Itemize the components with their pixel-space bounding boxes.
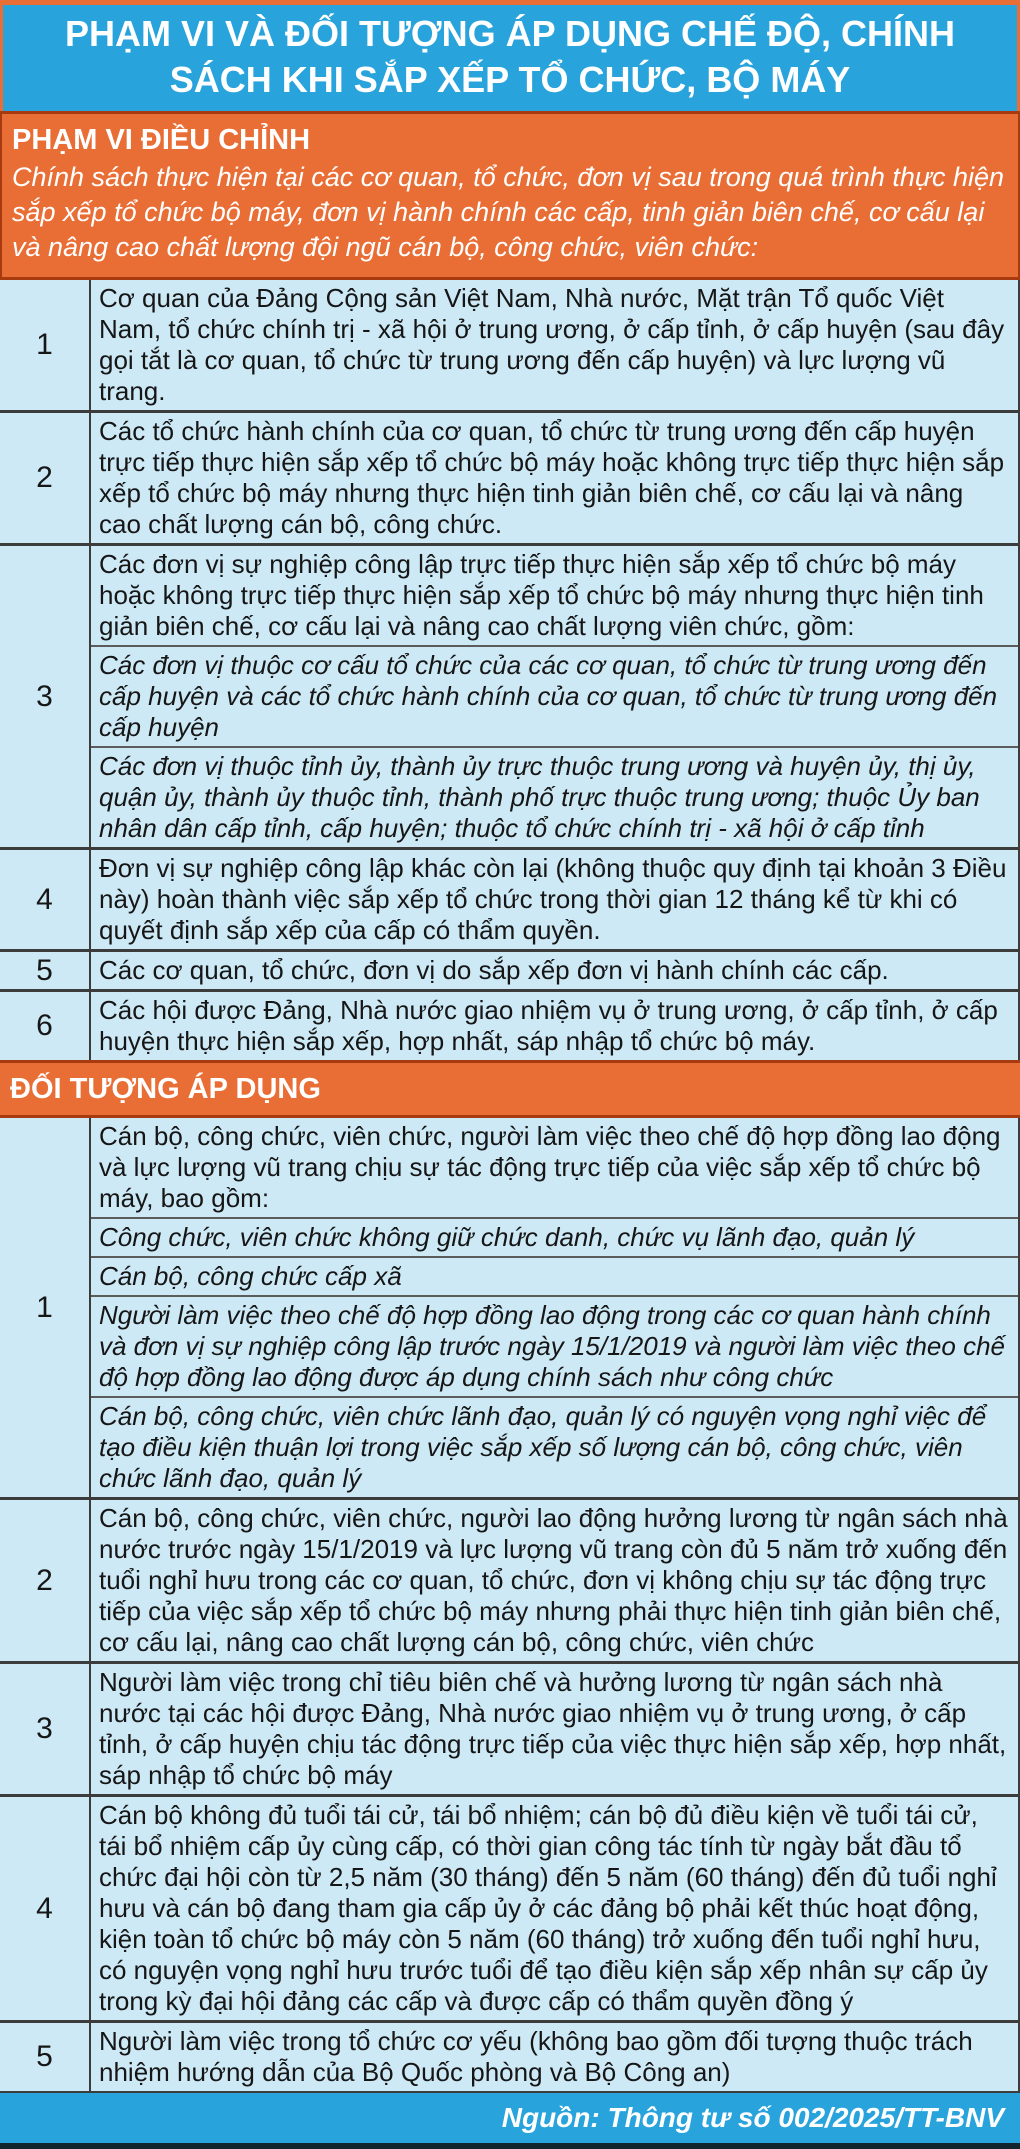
- row-content: [91, 850, 1018, 949]
- row-text: Cán bộ, công chức, viên chức, người làm việc theo chế độ hợp đồng lao động và lực lượng vũ trang chịu sự tác động trực tiếp của việc sắp xếp tổ chức bộ máy, bao gồm:: [99, 1121, 1001, 1213]
- row-number: 3: [0, 546, 91, 847]
- section-scope-header: [0, 111, 1020, 280]
- row-text: Các đơn vị sự nghiệp công lập trực tiếp thực hiện sắp xếp tổ chức bộ máy hoặc không trực tiếp thực hiện sắp xếp tổ chức bộ máy nhưng thực hiện tinh giản biên chế, cơ cấu lại và nâng cao chất lượng viên chức, gồm:: [99, 549, 984, 641]
- row-text: Cán bộ không đủ tuổi tái cử, tái bổ nhiệm; cán bộ đủ điều kiện về tuổi tái cử, tái bổ nhiệm cấp ủy cùng cấp, có thời gian công tác tính từ ngày bắt đầu tổ chức đại hội còn từ 2,5 năm (30 tháng) đến 5 năm (60 tháng) đến đủ tuổi nghỉ hưu và cán bộ đang tham gia cấp ủy ở các đảng bộ phải kết thúc hoạt động, kiện toàn tổ chức bộ máy còn 5 năm (60 tháng) trở xuống đến tuổi nghỉ hưu, có nguyện vọng nghỉ hưu trước tuổi để tạo điều kiện sắp xếp nhân sự cấp ủy trong kỳ đại hội đảng các cấp và được cấp có thẩm quyền đồng ý: [99, 1800, 997, 2016]
- footer-bar: [0, 2091, 1020, 2143]
- row-content: [91, 952, 1018, 989]
- row-text: Các đơn vị thuộc tỉnh ủy, thành ủy trực thuộc trung ương và huyện ủy, thị ủy, quận ủy, thành ủy thuộc tỉnh, thành phố trực thuộc trung ương; thuộc Ủy ban nhân dân cấp tỉnh, cấp huyện; thuộc tổ chức chính trị - xã hội ở cấp tỉnh: [91, 746, 1018, 847]
- row-text: Các cơ quan, tổ chức, đơn vị do sắp xếp đơn vị hành chính các cấp.: [99, 955, 889, 985]
- row-text: Người làm việc theo chế độ hợp đồng lao động trong các cơ quan hành chính và đơn vị sự nghiệp công lập trước ngày 15/1/2019 và người làm việc theo chế độ hợp đồng lao động được áp dụng chính sách như công chức: [91, 1295, 1018, 1396]
- table-row: [0, 1500, 1020, 1664]
- row-number: 1: [0, 280, 91, 410]
- row-text: Các hội được Đảng, Nhà nước giao nhiệm vụ ở trung ương, ở cấp tỉnh, ở cấp huyện thực hiện sắp xếp, hợp nhất, sáp nhập tổ chức bộ máy.: [99, 995, 998, 1056]
- row-text: Cán bộ, công chức, viên chức, người lao động hưởng lương từ ngân sách nhà nước trước ngày 15/1/2019 và lực lượng vũ trang còn đủ 5 năm trở xuống đến tuổi nghỉ hưu trong các cơ quan, tổ chức, đơn vị không chịu sự tác động trực tiếp của việc sắp xếp tổ chức bộ máy nhưng phải thực hiện tinh giản biên chế, cơ cấu lại, nâng cao chất lượng cán bộ, công chức, viên chức: [99, 1503, 1008, 1657]
- table-row: [0, 1797, 1020, 2023]
- subjects-heading: ĐỐI TƯỢNG ÁP DỤNG: [10, 1073, 321, 1105]
- row-number: 2: [0, 1500, 91, 1661]
- row-text: Cơ quan của Đảng Cộng sản Việt Nam, Nhà nước, Mặt trận Tổ quốc Việt Nam, tổ chức chính trị - xã hội ở trung ương, ở cấp tỉnh, ở cấp huyện (sau đây gọi tắt là cơ quan, tổ chức từ trung ương đến cấp huyện) và lực lượng vũ trang.: [99, 283, 1005, 406]
- row-number: 4: [0, 850, 91, 949]
- scope-heading: PHẠM VI ĐIỀU CHỈNH: [12, 124, 311, 156]
- row-content: [91, 413, 1018, 543]
- bottom-border-strip: [0, 2143, 1020, 2149]
- section-subjects-header: [0, 1060, 1020, 1118]
- table-row: [0, 546, 1020, 850]
- row-content: [91, 546, 1018, 847]
- row-content: [91, 1118, 1018, 1497]
- table-row: [0, 992, 1020, 1060]
- page-header: [0, 5, 1020, 111]
- row-text: Cán bộ, công chức, viên chức lãnh đạo, quản lý có nguyện vọng nghỉ việc để tạo điều kiện thuận lợi trong việc sắp xếp số lượng cán bộ, công chức, viên chức lãnh đạo, quản lý: [91, 1396, 1018, 1497]
- row-text: Các đơn vị thuộc cơ cấu tổ chức của các cơ quan, tổ chức từ trung ương đến cấp huyện và các tổ chức hành chính của cơ quan, tổ chức từ trung ương đến cấp huyện: [91, 645, 1018, 746]
- row-text: Đơn vị sự nghiệp công lập khác còn lại (không thuộc quy định tại khoản 3 Điều này) hoàn thành việc sắp xếp tổ chức trong thời gian 12 tháng kể từ khi có quyết định sắp xếp của cấp có thẩm quyền.: [99, 853, 1007, 945]
- row-text: Công chức, viên chức không giữ chức danh, chức vụ lãnh đạo, quản lý: [91, 1217, 1018, 1256]
- table-row: [0, 413, 1020, 546]
- row-text: Các tổ chức hành chính của cơ quan, tổ chức từ trung ương đến cấp huyện trực tiếp thực hiện sắp xếp tổ chức bộ máy hoặc không trực tiếp thực hiện sắp xếp tổ chức bộ máy nhưng thực hiện tinh giản biên chế, cơ cấu lại và nâng cao chất lượng cán bộ, công chức.: [99, 416, 1005, 539]
- page-title-line-1: PHẠM VI VÀ ĐỐI TƯỢNG ÁP DỤNG CHẾ ĐỘ, CHÍNH: [65, 13, 955, 54]
- row-content: [91, 280, 1018, 410]
- source-note: Nguồn: Thông tư số 002/2025/TT-BNV: [501, 2102, 1004, 2133]
- row-content: [91, 1664, 1018, 1794]
- row-content: [91, 1797, 1018, 2020]
- row-text: Người làm việc trong chỉ tiêu biên chế và hưởng lương từ ngân sách nhà nước tại các hội được Đảng, Nhà nước giao nhiệm vụ ở trung ương, ở cấp tỉnh, ở cấp huyện chịu tác động trực tiếp của việc thực hiện sắp xếp, hợp nhất, sáp nhập tổ chức bộ máy: [99, 1667, 1007, 1790]
- row-number: 5: [0, 952, 91, 989]
- row-number: 4: [0, 1797, 91, 2020]
- row-number: 3: [0, 1664, 91, 1794]
- table-row: [0, 2023, 1020, 2091]
- row-number: 5: [0, 2023, 91, 2091]
- row-text: Cán bộ, công chức cấp xã: [91, 1256, 1018, 1295]
- row-content: [91, 992, 1018, 1060]
- table-row: [0, 952, 1020, 992]
- page-title-line-2: SÁCH KHI SẮP XẾP TỔ CHỨC, BỘ MÁY: [169, 59, 851, 100]
- row-number: 1: [0, 1118, 91, 1497]
- scope-intro: Chính sách thực hiện tại các cơ quan, tổ chức, đơn vị sau trong quá trình thực hiện sắp xếp tổ chức bộ máy, đơn vị hành chính các cấp, tinh giản biên chế, cơ cấu lại và nâng cao chất lượng đội ngũ cán bộ, công chức, viên chức:: [12, 162, 1005, 262]
- row-number: 2: [0, 413, 91, 543]
- table-row: [0, 1118, 1020, 1500]
- row-text: Người làm việc trong tổ chức cơ yếu (không bao gồm đối tượng thuộc trách nhiệm hướng dẫn của Bộ Quốc phòng và Bộ Công an): [99, 2026, 973, 2087]
- table-row: [0, 280, 1020, 413]
- row-content: [91, 1500, 1018, 1661]
- table-row: [0, 850, 1020, 952]
- row-content: [91, 2023, 1018, 2091]
- table-row: [0, 1664, 1020, 1797]
- subjects-table: [0, 1118, 1020, 2091]
- scope-table: [0, 280, 1020, 1060]
- row-number: 6: [0, 992, 91, 1060]
